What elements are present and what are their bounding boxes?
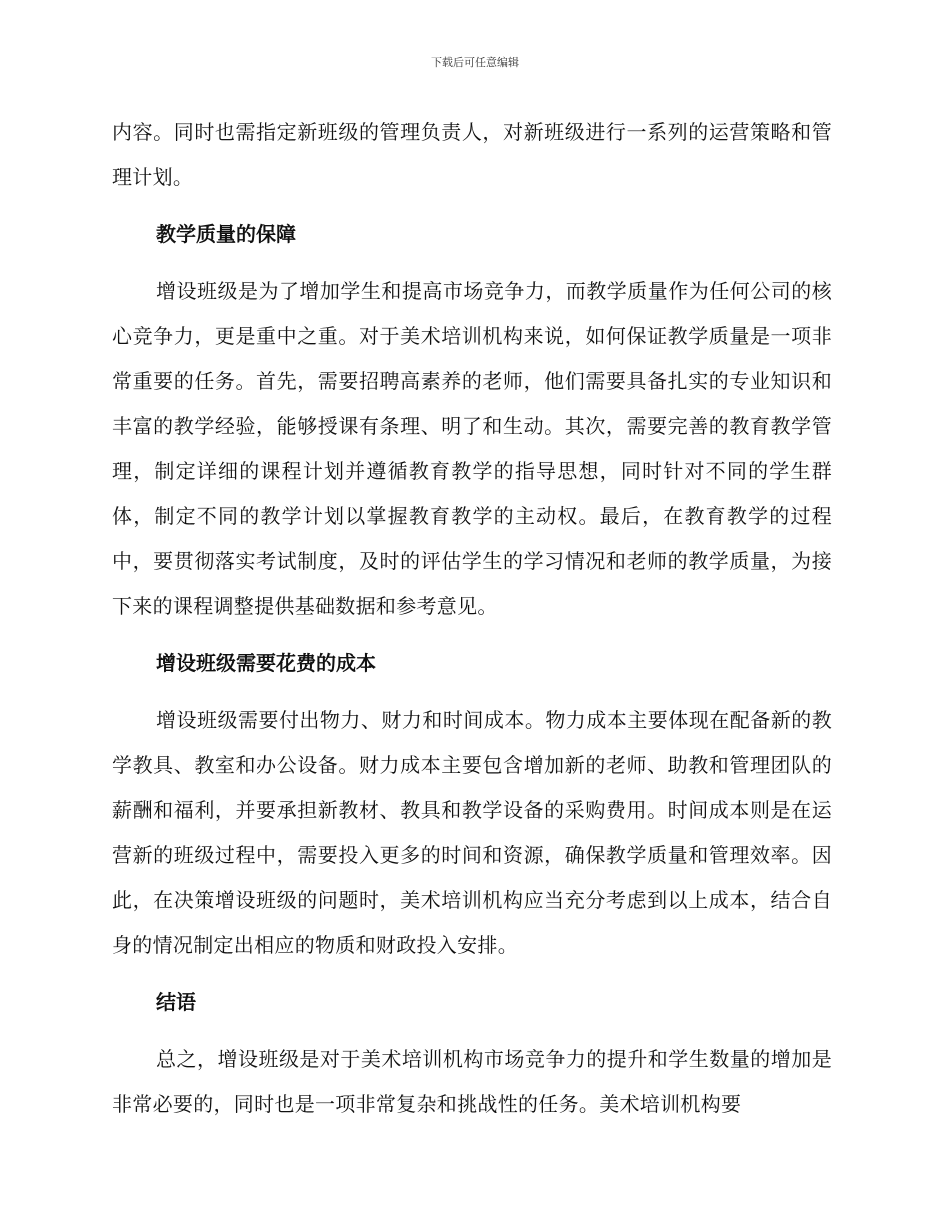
page-header: 下载后可任意编辑 <box>431 56 519 69</box>
document-body <box>112 110 832 1127</box>
paragraph-intro-continuation: 内容。同时也需指定新班级的管理负责人，对新班级进行一系列的运营策略和管理计划。 <box>112 120 832 189</box>
heading-teaching-quality: 教学质量的保障 <box>156 222 296 246</box>
paragraph-conclusion: 总之，增设班级是对于美术培训机构市场竞争力的提升和学生数量的增加是非常必要的，同时也是一项非常复杂和挑战性的任务。美术培训机构要 <box>112 1047 832 1116</box>
heading-conclusion: 结语 <box>156 990 196 1014</box>
paragraph-costs: 增设班级需要付出物力、财力和时间成本。物力成本主要体现在配备新的教学教具、教室和办公设备。财力成本主要包含增加新的老师、助教和管理团队的薪酬和福利，并要承担新教材、教具和教学设备的采购费用。时间成本则是在运营新的班级过程中，需要投入更多的时间和资源，确保教学质量和管理效率。因此，在决策增设班级的问题时，美术培训机构应当充分考虑到以上成本，结合自身的情况制定出相应的物质和财政投入安排。 <box>112 708 832 957</box>
paragraph-teaching-quality: 增设班级是为了增加学生和提高市场竞争力，而教学质量作为任何公司的核心竞争力，更是重中之重。对于美术培训机构来说，如何保证教学质量是一项非常重要的任务。首先，需要招聘高素养的老师，他们需要具备扎实的专业知识和丰富的教学经验，能够授课有条理、明了和生动。其次，需要完善的教育教学管理，制定详细的课程计划并遵循教育教学的指导思想，同时针对不同的学生群体，制定不同的教学计划以掌握教育教学的主动权。最后，在教育教学的过程中，要贯彻落实考试制度，及时的评估学生的学习情况和老师的教学质量，为接下来的课程调整提供基础数据和参考意见。 <box>112 279 832 618</box>
heading-costs: 增设班级需要花费的成本 <box>156 651 376 675</box>
